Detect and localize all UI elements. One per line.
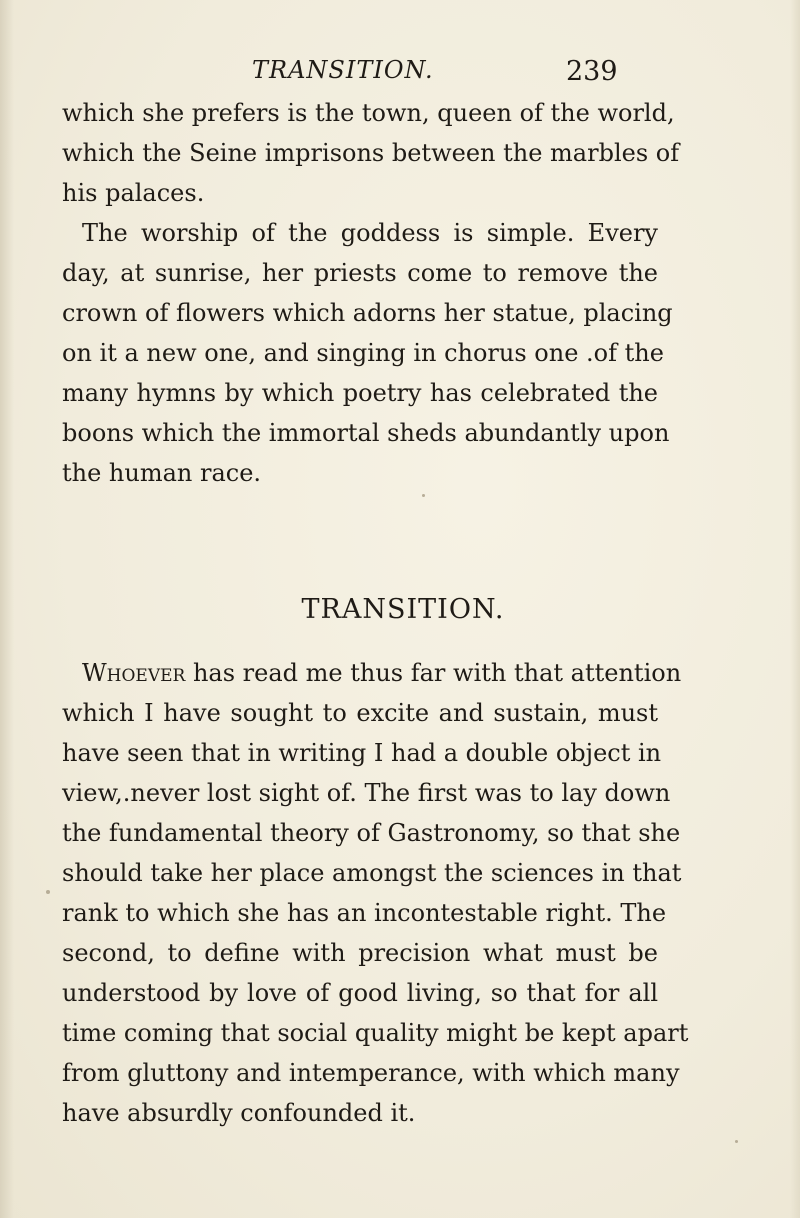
section-heading: TRANSITION.: [301, 594, 505, 625]
page-header: [0, 50, 800, 90]
text-line: day, at sunrise, her priests come to remove the: [62, 259, 658, 287]
first-line-rest: has read me thus far with that attention: [185, 659, 682, 687]
paragraph-1: [62, 93, 680, 213]
text-line: should take her place amongst the sciences in that: [62, 859, 682, 887]
text-line: The worship of the goddess is simple. Every: [82, 219, 658, 247]
text-line: rank to which she has an incontestable right. The: [62, 899, 667, 927]
drop-word: Whoever: [82, 659, 186, 687]
text-line: which she prefers is the town, queen of the world,: [62, 99, 675, 127]
text-line: view,.never lost sight of. The first was to lay down: [62, 779, 671, 807]
body-text-bottom: [62, 653, 689, 1133]
text-line: time coming that social quality might be kept apart: [62, 1019, 689, 1047]
text-line: boons which the immortal sheds abundantly upon: [62, 419, 670, 447]
body-text-top: [62, 93, 680, 493]
text-line: the human race.: [62, 459, 262, 487]
text-line: which I have sought to excite and sustain, must: [62, 699, 658, 727]
text-line: his palaces.: [62, 179, 205, 207]
paper-speck: [46, 890, 50, 894]
paragraph-3: [62, 653, 689, 1133]
text-line: which the Seine imprisons between the marbles of: [62, 139, 680, 167]
text-line: [62, 653, 682, 693]
paragraph-2: [62, 213, 673, 493]
running-title: TRANSITION.: [252, 56, 434, 84]
text-line: crown of flowers which adorns her statue, placing: [62, 299, 673, 327]
paper-speck: [735, 1140, 738, 1143]
text-line: many hymns by which poetry has celebrated the: [62, 379, 658, 407]
text-line: the fundamental theory of Gastronomy, so that she: [62, 819, 681, 847]
paper-speck: [422, 494, 425, 497]
text-line: second, to define with precision what must be: [62, 939, 658, 967]
text-line: understood by love of good living, so that for all: [62, 979, 658, 1007]
text-line: from gluttony and intemperance, with which many: [62, 1059, 680, 1087]
text-line: on it a new one, and singing in chorus one .of the: [62, 339, 664, 367]
text-line: have absurdly confounded it.: [62, 1099, 416, 1127]
text-line: have seen that in writing I had a double object in: [62, 739, 662, 767]
page-number: 239: [566, 56, 618, 87]
